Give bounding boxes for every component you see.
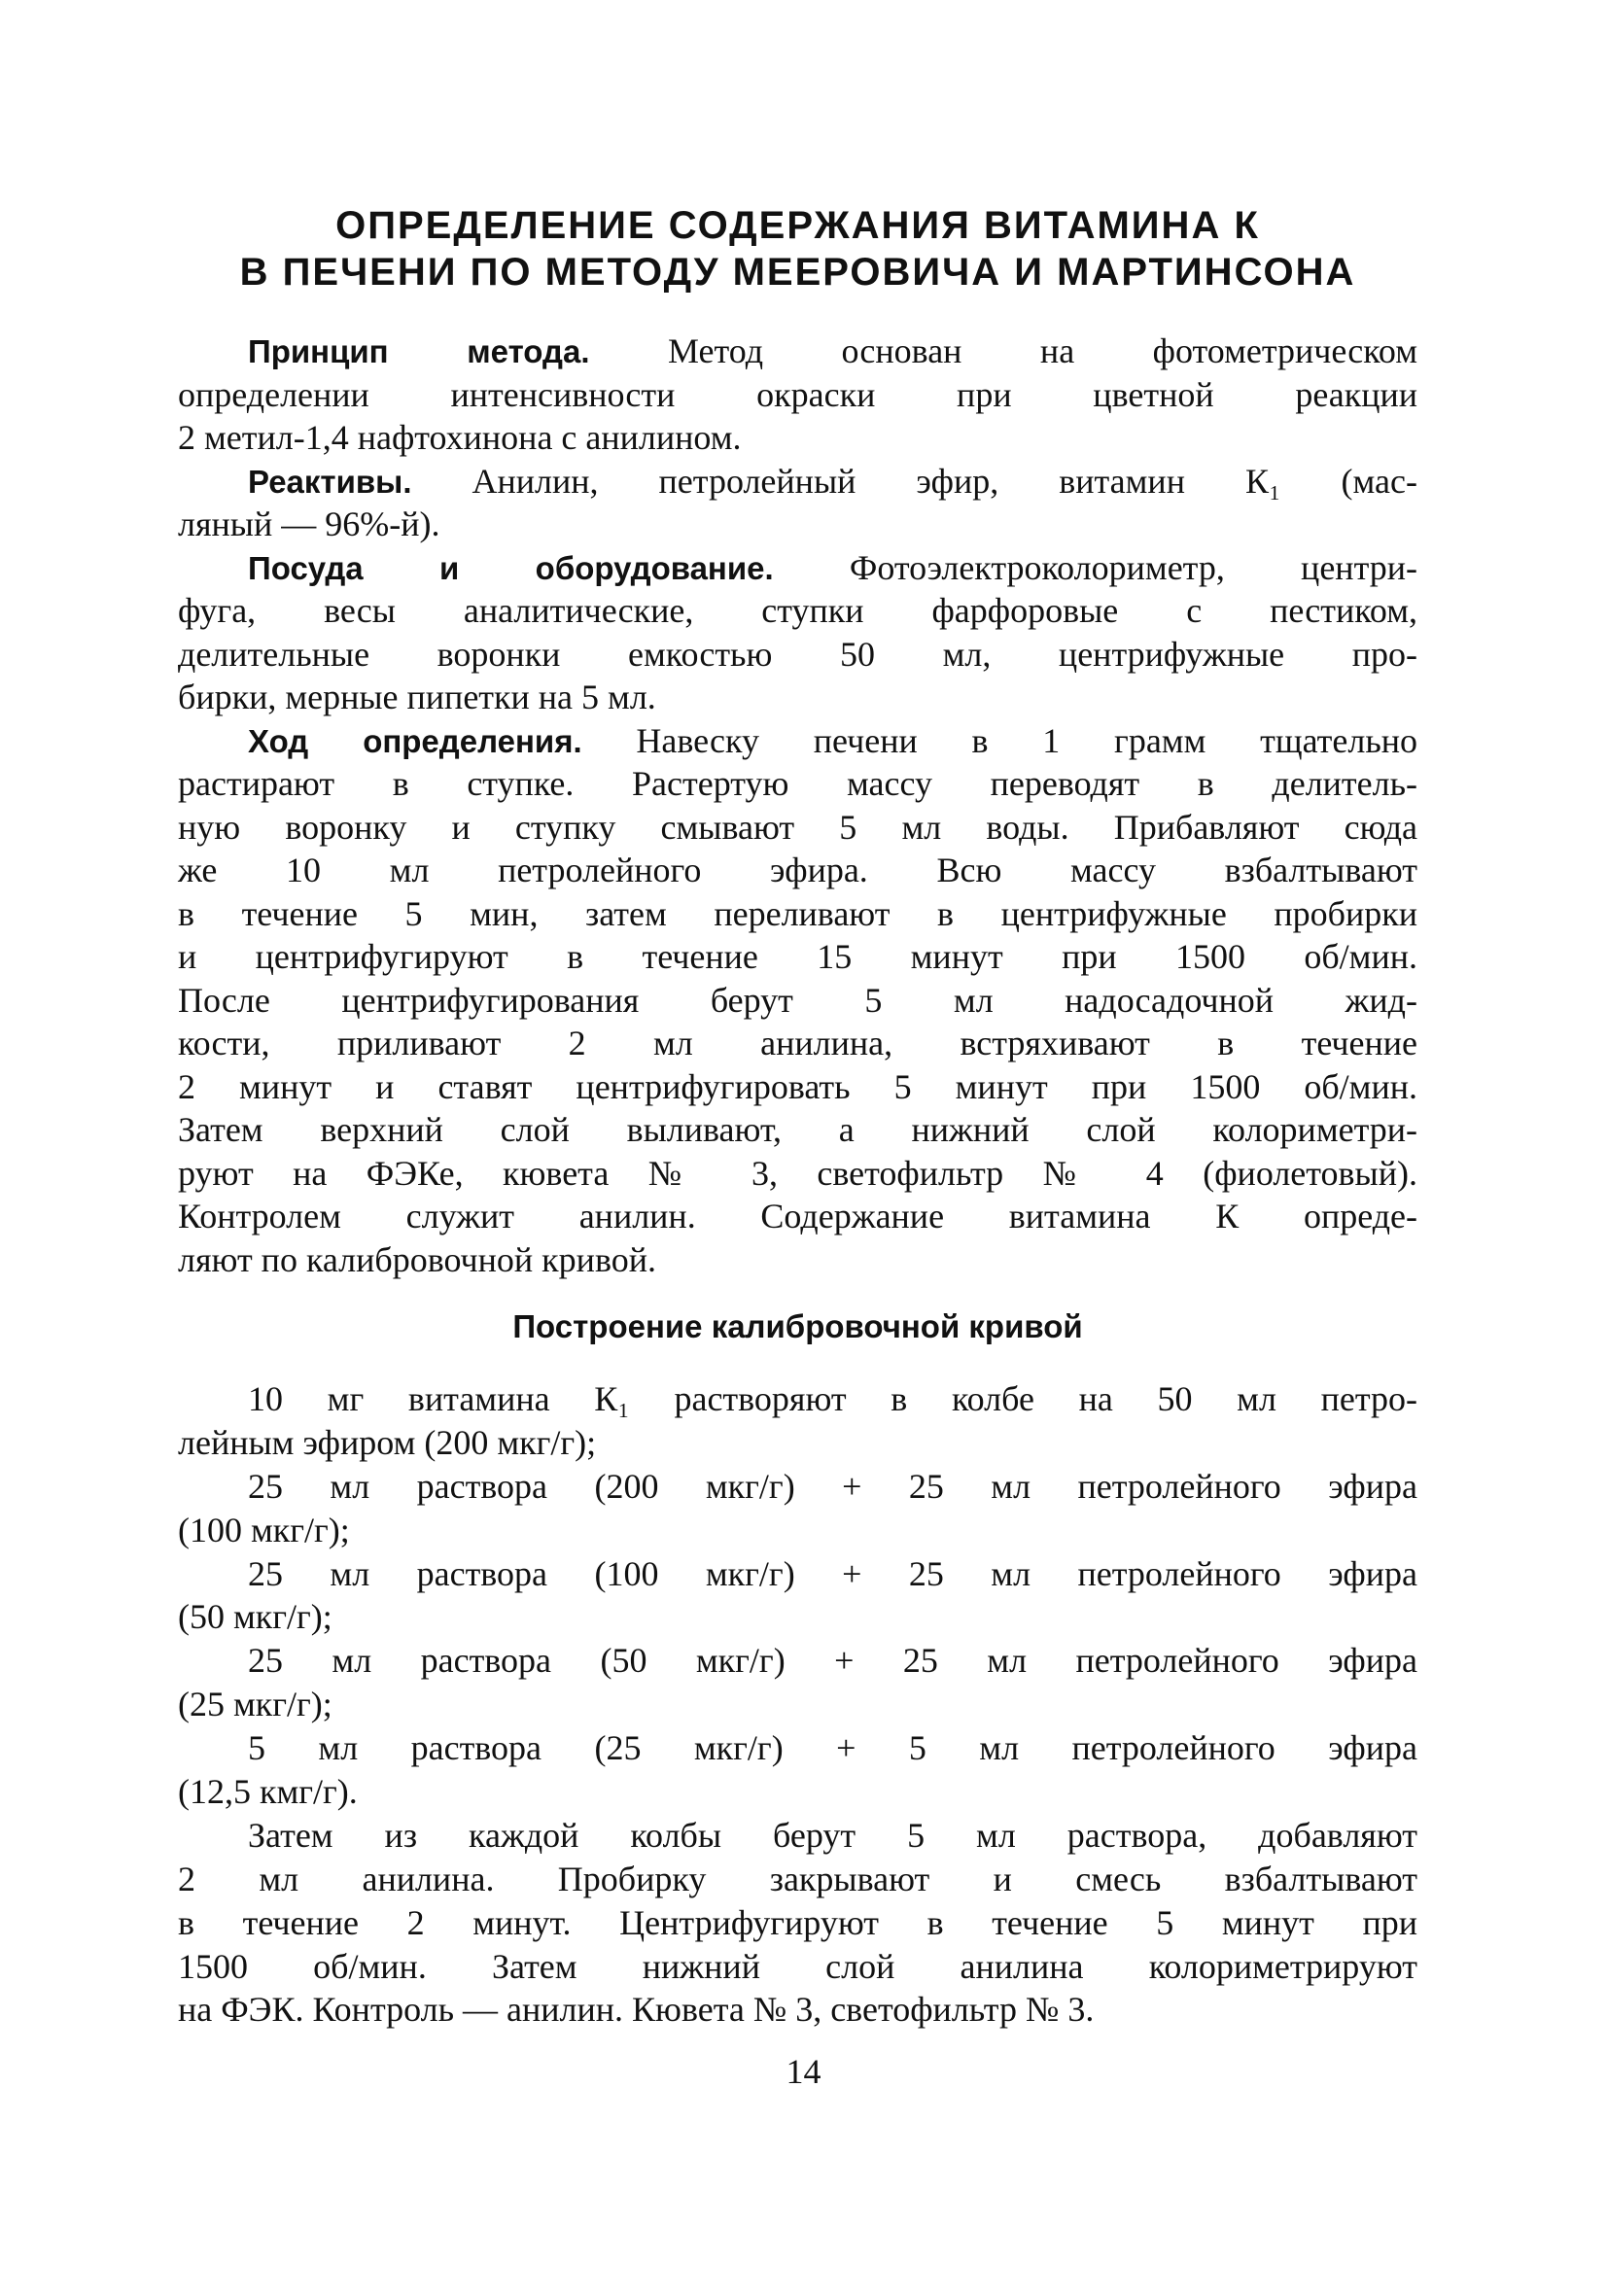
text-line (178, 1814, 1417, 1858)
line-text: Метод основан на фотометрическом (589, 331, 1417, 370)
line-text: (50 мкг/г); (178, 1597, 332, 1637)
line-text: ляный — 96%-й). (178, 504, 440, 543)
text-line (178, 416, 1417, 460)
line-text: (25 мкг/г); (178, 1685, 332, 1724)
text-line (178, 806, 1417, 850)
paragraph (178, 546, 1417, 719)
text-line (178, 979, 1417, 1023)
line-text: Фотоэлектроколориметр, центри- (773, 547, 1417, 587)
line-text: на ФЭК. Контроль — анилин. Кювета № 3, светофильтр № 3. (178, 1990, 1095, 2030)
paragraph (178, 1726, 1417, 1814)
line-text: и центрифугируют в течение 15 минут при 1500 об/мин. (178, 937, 1417, 976)
line-text: 2 мл анилина. Пробирку закрывают и смесь взбалтывают (178, 1859, 1417, 1898)
line-text: 5 мл раствора (25 мкг/г) + 5 мл петролейного эфира (248, 1728, 1417, 1768)
paragraph (178, 1639, 1417, 1726)
text-line (178, 1152, 1417, 1196)
text-line (178, 762, 1417, 806)
text-line (178, 1377, 1417, 1421)
line-text: фуга, весы аналитические, ступки фарфоровые с пестиком, (178, 591, 1417, 630)
line-text: Навеску печени в 1 грамм тщательно (581, 720, 1417, 760)
text-line (178, 719, 1417, 763)
text-line (178, 1945, 1417, 1989)
line-text: руют на ФЭКе, кювета № 3, светофильтр № 4 (фиолетовый). (178, 1153, 1417, 1193)
paragraph (178, 460, 1417, 546)
text-line (178, 1988, 1417, 2032)
text-line (178, 1465, 1417, 1509)
line-text: После центрифугирования берут 5 мл надосадочной жид- (178, 980, 1417, 1020)
paragraph-lead: Принцип метода. (248, 333, 590, 369)
line-text: Затем из каждой колбы берут 5 мл раствора, добавляют (248, 1815, 1417, 1855)
text-line (178, 892, 1417, 936)
calibration-section (178, 1377, 1417, 2032)
line-text: кости, приливают 2 мл анилина, встряхивают в течение (178, 1024, 1417, 1062)
paragraph (178, 330, 1417, 460)
paragraph-lead: Посуда и оборудование. (248, 549, 774, 586)
line-text: в течение 5 мин, затем переливают в центрифужные пробирки (178, 893, 1417, 933)
text-line (178, 849, 1417, 892)
paragraph (178, 1465, 1417, 1552)
line-text: определении интенсивности окраски при цветной реакции (178, 374, 1417, 414)
text-line (178, 1195, 1417, 1238)
text-line (178, 589, 1417, 633)
line-text: 25 мл раствора (200 мкг/г) + 25 мл петролейного эфира (248, 1466, 1417, 1506)
text-line (178, 373, 1417, 417)
text-line (178, 1901, 1417, 1945)
text-line (178, 1065, 1417, 1109)
page-title-line-1: ОПРЕДЕЛЕНИЕ СОДЕРЖАНИЯ ВИТАМИНА К (335, 204, 1260, 247)
line-text: Анилин, петролейный эфир, витамин К₁ (мас- (411, 461, 1417, 501)
line-text: бирки, мерные пипетки на 5 мл. (178, 678, 656, 716)
text-line (178, 1683, 1417, 1726)
calibration-heading: Построение калибровочной кривой (512, 1308, 1083, 1344)
text-line (178, 1238, 1417, 1282)
text-line (178, 503, 1417, 546)
text-line (178, 1726, 1417, 1770)
text-line (178, 1858, 1417, 1901)
text-line (178, 330, 1417, 373)
paragraph (178, 1377, 1417, 1465)
page-number: 14 (786, 2052, 821, 2091)
line-text: в течение 2 минут. Центрифугируют в течение 5 минут при (178, 1902, 1417, 1942)
line-text: лейным эфиром (200 мкг/г); (178, 1422, 597, 1462)
line-text: 2 метил-1,4 нафтохинона с анилином. (178, 418, 742, 457)
text-line (178, 1770, 1417, 1814)
paragraph (178, 1552, 1417, 1640)
paragraph (178, 1814, 1417, 2032)
line-text: Контролем служит анилин. Содержание витамина К опреде- (178, 1197, 1417, 1235)
line-text: (12,5 кмг/г). (178, 1772, 358, 1812)
line-text: (100 мкг/г); (178, 1510, 350, 1549)
paragraph (178, 719, 1417, 1282)
line-text: ляют по калибровочной кривой. (178, 1239, 656, 1279)
text-line (178, 1108, 1417, 1152)
line-text: 2 минут и ставят центрифугировать 5 минут при 1500 об/мин. (178, 1066, 1417, 1106)
text-line (178, 1421, 1417, 1465)
line-text: делительные воронки емкостью 50 мл, центрифужные про- (178, 634, 1417, 674)
text-line (178, 1639, 1417, 1683)
text-line (178, 633, 1417, 677)
page-title-line-2: В ПЕЧЕНИ ПО МЕТОДУ МЕЕРОВИЧА И МАРТИНСОНА (239, 251, 1356, 294)
text-line (178, 935, 1417, 979)
line-text: 1500 об/мин. Затем нижний слой анилина колориметрируют (178, 1946, 1417, 1986)
line-text: растирают в ступке. Растертую массу переводят в делитель- (178, 764, 1417, 803)
line-text: ную воронку и ступку смывают 5 мл воды. Прибавляют сюда (178, 807, 1417, 847)
text-line (178, 546, 1417, 590)
paragraph-lead: Ход определения. (248, 722, 582, 759)
text-line (178, 1595, 1417, 1639)
line-text: 10 мг витамина К₁ растворяют в колбе на 50 мл петро- (248, 1379, 1417, 1418)
text-line (178, 460, 1417, 504)
text-line (178, 1552, 1417, 1596)
text-line (178, 1022, 1417, 1065)
line-text: Затем верхний слой выливают, а нижний слой колориметри- (178, 1110, 1417, 1149)
line-text: 25 мл раствора (100 мкг/г) + 25 мл петролейного эфира (248, 1553, 1417, 1593)
line-text: же 10 мл петролейного эфира. Всю массу взбалтывают (178, 851, 1417, 889)
paragraph-lead: Реактивы. (248, 463, 412, 500)
text-line (178, 1509, 1417, 1552)
method-section (178, 330, 1417, 1281)
text-line (178, 676, 1417, 719)
line-text: 25 мл раствора (50 мкг/г) + 25 мл петролейного эфира (248, 1641, 1417, 1681)
